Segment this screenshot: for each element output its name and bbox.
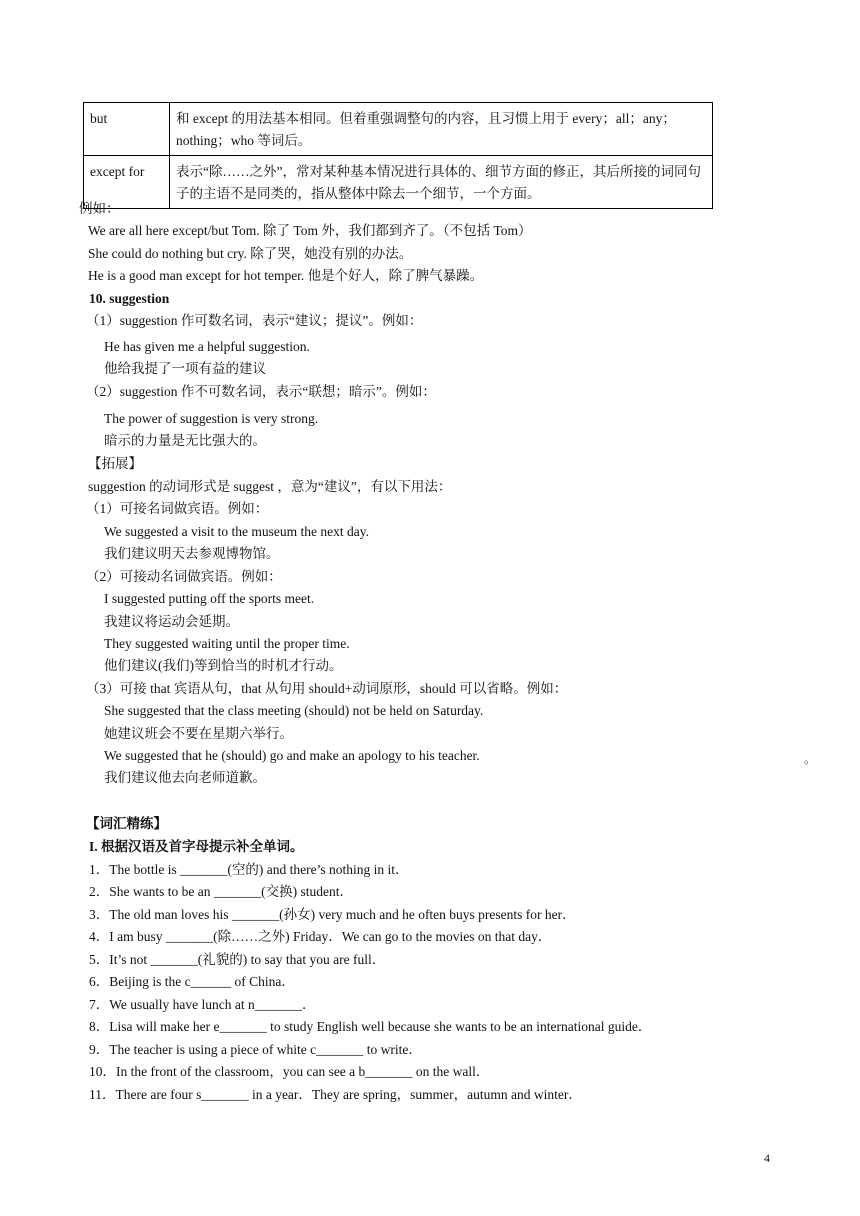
- exercise-part-title: I. 根据汉语及首字母提示补全单词。: [89, 839, 304, 854]
- example-translation: 她建议班会不要在星期六举行。: [104, 726, 293, 741]
- usage-note: （3）可接 that 宾语从句，that 从句用 should+动词原形，should 可以省略。例如：: [86, 681, 568, 696]
- example-translation: 我们建议明天去参观博物馆。: [104, 546, 280, 561]
- exercise-item: 7．We usually have lunch at n_______．: [89, 997, 316, 1012]
- exercise-item: 10．In the front of the classroom，you can see a b_______ on the wall．: [89, 1064, 490, 1079]
- example-sentence: She suggested that the class meeting (should) not be held on Saturday.: [104, 703, 484, 718]
- exercise-item: 5．It’s not _______(礼貌的) to say that you are full．: [89, 952, 386, 967]
- exercise-item: 11．There are four s_______ in a year．They are spring，summer，autumn and winter．: [89, 1087, 582, 1102]
- table-cell-description: 表示“除……之外”，常对某种基本情况进行具体的、细节方面的修正，其后所接的词同句子的主语不是同类的，指从整体中除去一个细节，一个方面。: [170, 156, 713, 209]
- usage-note: （1）可接名词做宾语。例如：: [86, 501, 269, 516]
- exercise-item: 8．Lisa will make her e_______ to study English well because she wants to be an international guide．: [89, 1019, 652, 1034]
- exercise-item: 9．The teacher is using a piece of white c_______ to write．: [89, 1042, 422, 1057]
- exercise-item: 4．I am busy _______(除……之外) Friday．We can go to the movies on that day．: [89, 929, 552, 944]
- example-sentence: He has given me a helpful suggestion.: [104, 339, 310, 354]
- example-sentence: We suggested a visit to the museum the next day.: [104, 524, 369, 539]
- example-sentence: They suggested waiting until the proper time.: [104, 636, 350, 651]
- table-cell-term: except for: [84, 156, 170, 209]
- exercise-item: 3．The old man loves his _______(孙女) very much and he often buys presents for her．: [89, 907, 576, 922]
- exercise-heading: 【词汇精练】: [86, 816, 167, 831]
- example-translation: 暗示的力量是无比强大的。: [104, 433, 266, 448]
- table-row: [84, 156, 713, 209]
- example-label: 例如：: [79, 201, 120, 216]
- usage-note: （2）suggestion 作不可数名词，表示“联想；暗示”。例如：: [86, 384, 436, 399]
- usage-note: （1）suggestion 作可数名词，表示“建议；提议”。例如：: [86, 313, 423, 328]
- example-sentence: We suggested that he (should) go and make an apology to his teacher.: [104, 748, 480, 763]
- table-row: [84, 103, 713, 156]
- usage-note: （2）可接动名词做宾语。例如：: [86, 569, 282, 584]
- extension-heading: 【拓展】: [88, 456, 142, 471]
- table-cell-term: but: [84, 103, 170, 156]
- example-translation: 他们建议(我们)等到恰当的时机才行动。: [104, 658, 343, 673]
- example-sentence: The power of suggestion is very strong.: [104, 411, 319, 426]
- example-translation: 他给我提了一项有益的建议: [104, 361, 266, 376]
- section-heading: 10. suggestion: [89, 291, 170, 306]
- page-number: 4: [764, 1151, 770, 1165]
- comparison-table: [83, 102, 713, 209]
- stray-mark: 。: [804, 752, 817, 766]
- exercise-item: 2．She wants to be an _______(交换) student．: [89, 884, 353, 899]
- example-translation: 我们建议他去向老师道歉。: [104, 770, 266, 785]
- example-translation: 我建议将运动会延期。: [104, 614, 239, 629]
- table-cell-description: 和 except 的用法基本相同。但着重强调整句的内容，且习惯上用于 every；all；any；nothing；who 等词后。: [170, 103, 713, 156]
- example-sentence: We are all here except/but Tom. 除了 Tom 外，我们都到齐了。（不包括 Tom）: [88, 223, 532, 238]
- usage-note: suggestion 的动词形式是 suggest ，意为“建议”，有以下用法：: [88, 479, 452, 494]
- example-sentence: I suggested putting off the sports meet.: [104, 591, 315, 606]
- exercise-item: 1．The bottle is _______(空的) and there’s nothing in it．: [89, 862, 409, 877]
- exercise-item: 6．Beijing is the c______ of China．: [89, 974, 295, 989]
- example-sentence: He is a good man except for hot temper. 他是个好人，除了脾气暴躁。: [88, 268, 484, 283]
- example-sentence: She could do nothing but cry. 除了哭，她没有别的办法。: [88, 246, 413, 261]
